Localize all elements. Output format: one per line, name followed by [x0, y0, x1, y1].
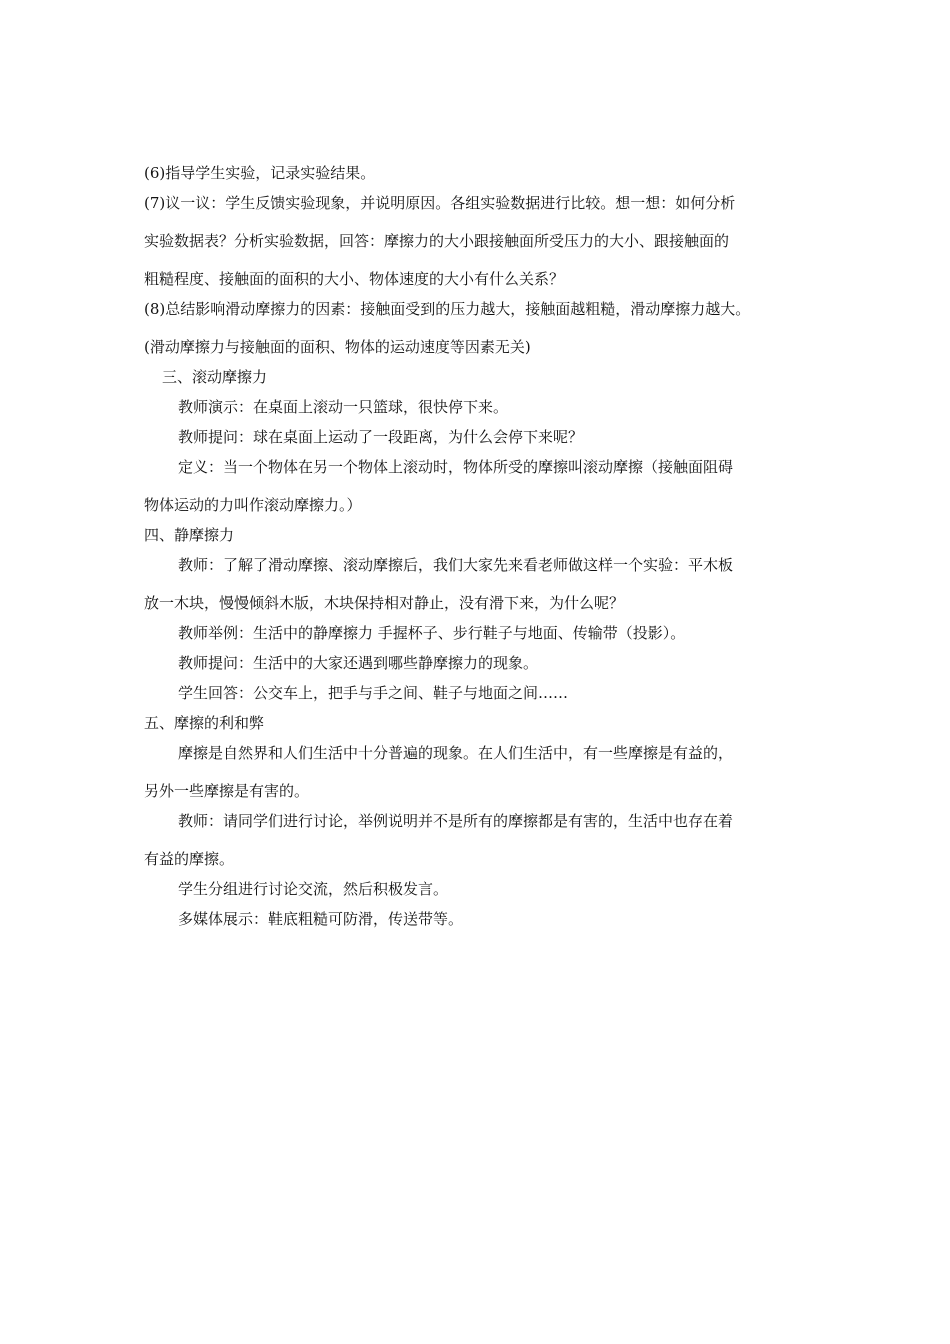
paragraph-step-8: (8)总结影响滑动摩擦力的因素：接触面受到的压力越大，接触面越粗糙，滑动摩擦力越大。: [144, 300, 751, 318]
document-body: [144, 158, 824, 934]
paragraph-teacher-question-static: 教师提问：生活中的大家还遇到哪些静摩擦力的现象。: [178, 654, 539, 672]
paragraph-teacher-question: 教师提问：球在桌面上运动了一段距离，为什么会停下来呢？: [178, 428, 584, 446]
paragraph-teacher-experiment-line2: 放一木块，慢慢倾斜木版，木块保持相对静止，没有滑下来，为什么呢？: [144, 594, 625, 612]
paragraph-step-7-line1: (7)议一议：学生反馈实验现象，并说明原因。各组实验数据进行比较。想一想：如何分析: [144, 194, 736, 212]
paragraph-multimedia: 多媒体展示：鞋底粗糙可防滑，传送带等。: [178, 910, 464, 928]
paragraph-step-6: (6)指导学生实验，记录实验结果。: [144, 164, 376, 182]
paragraph-step-7-line2: 实验数据表？分析实验数据，回答：摩擦力的大小跟接触面所受压力的大小、跟接触面的: [144, 232, 730, 250]
paragraph-definition-line2: 物体运动的力叫作滚动摩擦力。）: [144, 496, 362, 514]
section-heading-rolling-friction: 三、滚动摩擦力: [162, 368, 268, 386]
paragraph-step-7-line3: 粗糙程度、接触面的面积的大小、物体速度的大小有什么关系？: [144, 270, 565, 288]
section-heading-pros-cons: 五、摩擦的利和弊: [144, 714, 265, 732]
paragraph-student-answer: 学生回答：公交车上，把手与手之间、鞋子与地面之间……: [178, 684, 569, 702]
section-heading-static-friction: 四、静摩擦力: [144, 526, 235, 544]
paragraph-teacher-experiment-line1: 教师：了解了滑动摩擦、滚动摩擦后，我们大家先来看老师做这样一个实验：平木板: [178, 556, 734, 574]
paragraph-definition-line1: 定义：当一个物体在另一个物体上滚动时，物体所受的摩擦叫滚动摩擦（接触面阻碍: [178, 458, 734, 476]
paragraph-teacher-example: 教师举例：生活中的静摩擦力 手握杯子、步行鞋子与地面、传输带（投影）。: [178, 624, 686, 642]
paragraph-teacher-discuss-line2: 有益的摩擦。: [144, 850, 235, 868]
paragraph-friction-common-line1: 摩擦是自然界和人们生活中十分普遍的现象。在人们生活中，有一些摩擦是有益的，: [178, 744, 734, 762]
paragraph-step-8-note: (滑动摩擦力与接触面的面积、物体的运动速度等因素无关): [144, 338, 531, 356]
paragraph-teacher-discuss-line1: 教师：请同学们进行讨论，举例说明并不是所有的摩擦都是有害的，生活中也存在着: [178, 812, 734, 830]
paragraph-student-group: 学生分组进行讨论交流，然后积极发言。: [178, 880, 449, 898]
paragraph-friction-common-line2: 另外一些摩擦是有害的。: [144, 782, 310, 800]
paragraph-teacher-demo: 教师演示：在桌面上滚动一只篮球，很快停下来。: [178, 398, 509, 416]
